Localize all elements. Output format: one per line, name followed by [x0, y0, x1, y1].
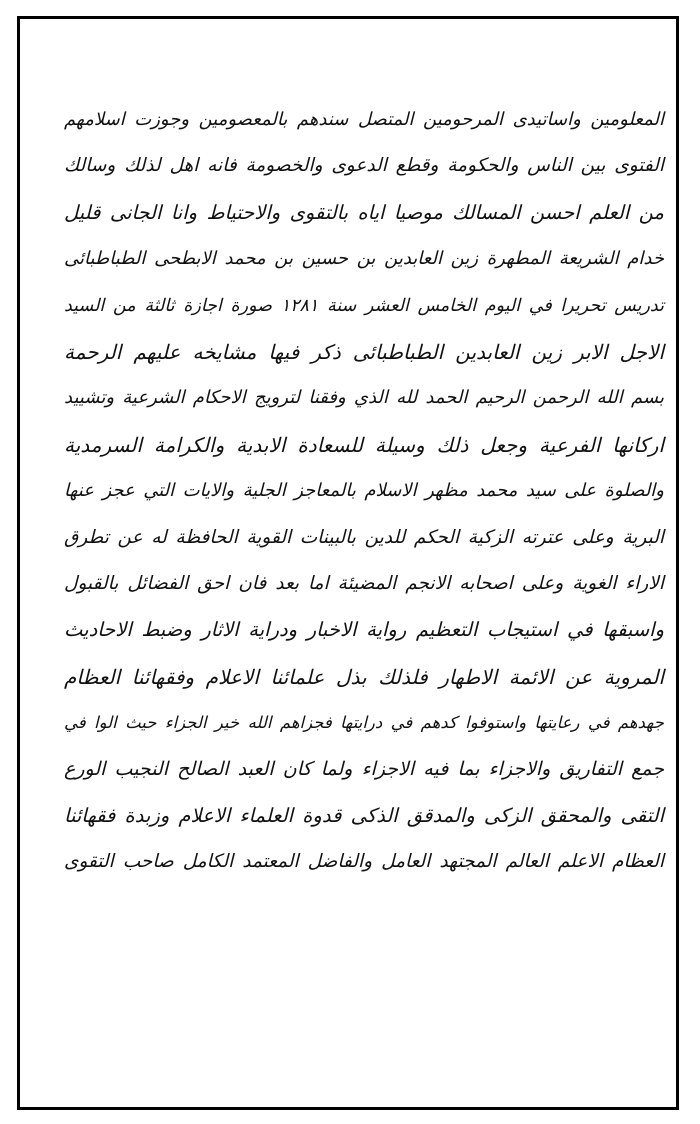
page-border: [17, 16, 679, 1110]
text-line-6: الاجل الابر زين العابدين الطباطبائى ذكر فيها مشايخه عليهم الرحمة: [64, 339, 664, 364]
text-line-17: العظام الاعلم العالم المجتهد العامل والفاضل المعتمد الكامل صاحب التقوى: [64, 851, 664, 873]
manuscript-text: [64, 97, 664, 886]
text-line-2: الفتوى بين الناس والحكومة وقطع الدعوى والخصومة فانه اهل لذلك وسالك: [64, 155, 664, 177]
text-line-15: جمع التفاريق والاجزاء بما فيه الاجزاء ولما كان العبد الصالح النجيب الورع: [64, 758, 664, 781]
text-line-7: بسم الله الرحمن الرحيم الحمد لله الذي وفقنا لترويج الاحكام الشرعية وتشييد: [64, 387, 664, 409]
text-line-11: الاراء الغوية وعلى اصحابه الانجم المضيئة اما بعد فان احق الفضائل بالقبول: [64, 572, 664, 594]
text-line-9: والصلوة على سيد محمد مظهر الاسلام بالمعاجز الجلية والايات التي عجز عنها: [64, 480, 664, 502]
text-line-10: البرية وعلى عترته الزكية الحكم للدين بالبينات القوية الحافظة له عن تطرق: [64, 526, 664, 548]
text-line-3: من العلم احسن المسالك موصيا اياه بالتقوى والاحتياط وانا الجانى قليل: [64, 200, 664, 224]
text-line-14: جهدهم في رعايتها واستوفوا كدهم في درايتها فجزاهم الله خير الجزاء حيث الوا في: [64, 713, 664, 733]
text-line-13: المروية عن الائمة الاطهار فلذلك بذل علمائنا الاعلام وفقهائنا العظام: [64, 664, 664, 689]
text-line-1: المعلومين واساتيدى المرحومين المتصل سندهم بالمعصومين وجوزت اسلامهم: [64, 109, 664, 130]
text-line-4: خدام الشريعة المطهرة زين العابدين بن حسين بن محمد الابطحى الطباطبائى: [64, 248, 664, 270]
text-line-5: تدريس تحريرا في اليوم الخامس العشر سنة ١٢٨١ صورة اجازة ثالثة من السيد: [64, 295, 664, 316]
text-line-16: التقى والمحقق الزكى والمدقق الذكى قدوة العلماء الاعلام وزبدة فقهائنا: [64, 803, 664, 827]
text-line-8: اركانها الفرعية وجعل ذلك وسيلة للسعادة الابدية والكرامة السرمدية: [64, 432, 664, 457]
text-line-12: واسبقها في استيجاب التعظيم رواية الاخبار ودراية الاثار وضبط الاحاديث: [64, 618, 664, 642]
